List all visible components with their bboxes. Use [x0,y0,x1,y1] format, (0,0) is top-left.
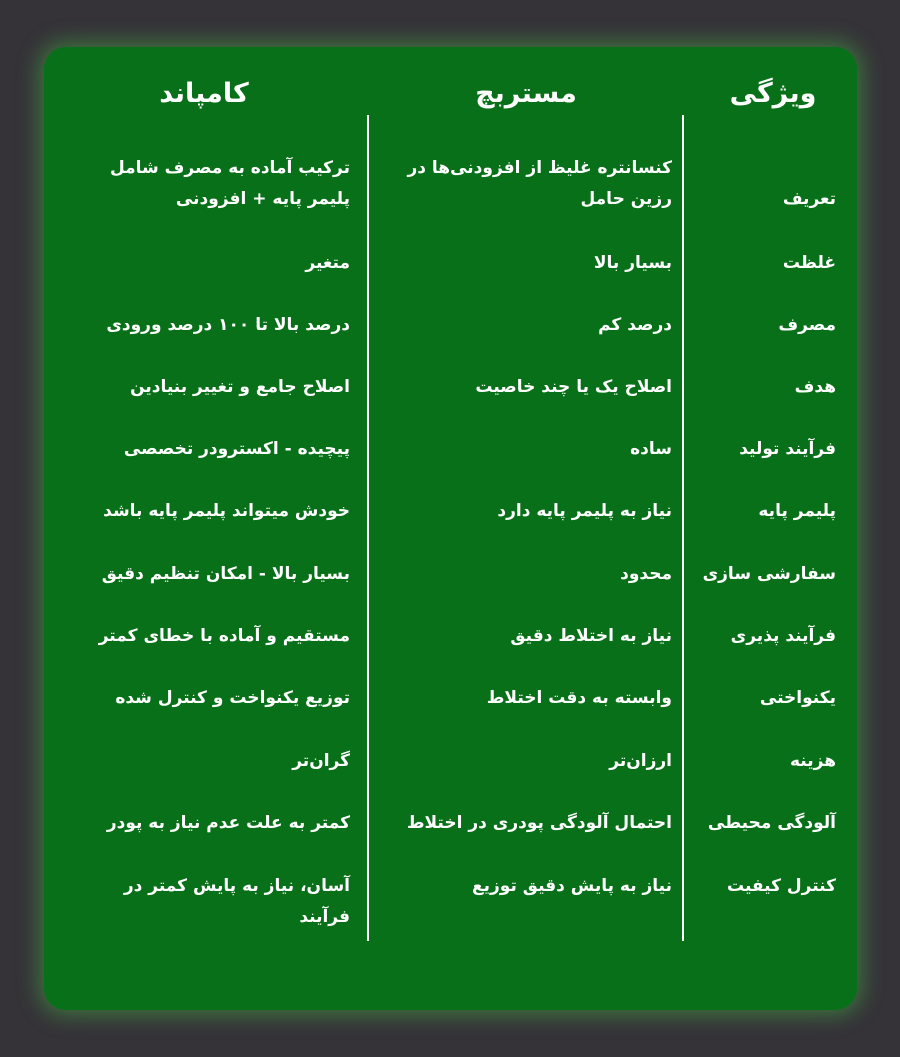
cell-line: نیاز به پایش دقیق توزیع [472,876,672,896]
cell-masterbatch [609,746,672,777]
cell-line: نیاز به اختلاط دقیق [510,626,672,646]
cell-line: ترکیب آماده به مصرف شامل [109,158,350,178]
cell-line: ارزان‌تر [609,751,672,771]
cell-line: متغیر [305,253,350,273]
cell-feature: پلیمر پایه [758,501,836,521]
cell-line: نیاز به پلیمر پایه دارد [497,501,672,521]
cell-line: گران‌تر [292,751,350,771]
cell-feature: مصرف [778,315,836,335]
cell-line: احتمال آلودگی پودری در اختلاط [406,813,672,833]
cell-compound [124,871,350,933]
cell-line: درصد بالا تا ۱۰۰ درصد ورودی [106,315,350,335]
cell-compound [110,153,350,215]
cell-feature: غلظت [782,253,836,273]
cell-line: درصد کم [598,315,672,335]
cell-compound [124,434,350,465]
cell-masterbatch [620,559,672,590]
header-compound: کامپاند [159,78,249,109]
cell-masterbatch [598,310,672,341]
cell-masterbatch [407,153,672,215]
cell-line: پلیمر پایه + افزودنی [175,189,350,209]
cell-feature: سفارشی سازی [702,564,836,584]
cell-line: رزین حامل [580,189,672,209]
cell-line: خودش میتواند پلیمر پایه باشد [103,501,350,521]
cell-line: توزیع یکنواخت و کنترل شده [115,688,350,708]
cell-compound [107,808,350,839]
cell-feature: تعریف [782,189,836,209]
cell-line: مستقیم و آماده با خطای کمتر [98,626,350,646]
column-divider-right [682,115,684,941]
cell-line: کمتر به علت عدم نیاز به پودر [106,813,350,833]
cell-feature: هدف [794,377,836,397]
cell-line: ساده [630,439,672,459]
cell-feature: یکنواختی [759,688,836,708]
cell-compound [103,496,350,527]
cell-line: فرآیند [299,907,350,927]
cell-line: بسیار بالا - امکان تنظیم دقیق [101,564,350,584]
cell-line: کنسانتره غلیظ از افزودنی‌ها در [407,158,672,178]
cell-line: آسان، نیاز به پایش کمتر در [123,876,350,896]
cell-masterbatch [510,621,672,652]
cell-line: پیچیده - اکسترودر تخصصی [123,439,350,459]
cell-line: وابسته به دقت اختلاط [486,688,672,708]
cell-feature: فرآیند پذیری [730,626,836,646]
cell-masterbatch [594,248,672,279]
cell-masterbatch [472,871,672,902]
cell-line: بسیار بالا [593,253,672,273]
cell-masterbatch [630,434,672,465]
cell-feature: فرآیند تولید [739,439,836,459]
cell-compound [99,621,350,652]
cell-compound [102,559,350,590]
cell-line: اصلاح جامع و تغییر بنیادین [130,377,350,397]
cell-feature: کنترل کیفیت [726,876,836,896]
header-masterbatch: مستربچ [475,78,577,109]
cell-compound [115,683,350,714]
cell-masterbatch [407,808,672,839]
cell-masterbatch [487,683,672,714]
cell-feature: آلودگی محیطی [707,813,836,833]
cell-masterbatch [475,372,672,403]
cell-feature: هزینه [790,751,836,771]
cell-compound [292,746,350,777]
cell-compound [106,310,350,341]
cell-line: محدود [620,564,672,584]
header-feature: ویژگی [729,78,817,109]
cell-compound [305,248,350,279]
cell-masterbatch [497,496,672,527]
cell-line: اصلاح یک یا چند خاصیت [475,377,672,397]
cell-compound [130,372,350,403]
column-divider-left [367,115,369,941]
